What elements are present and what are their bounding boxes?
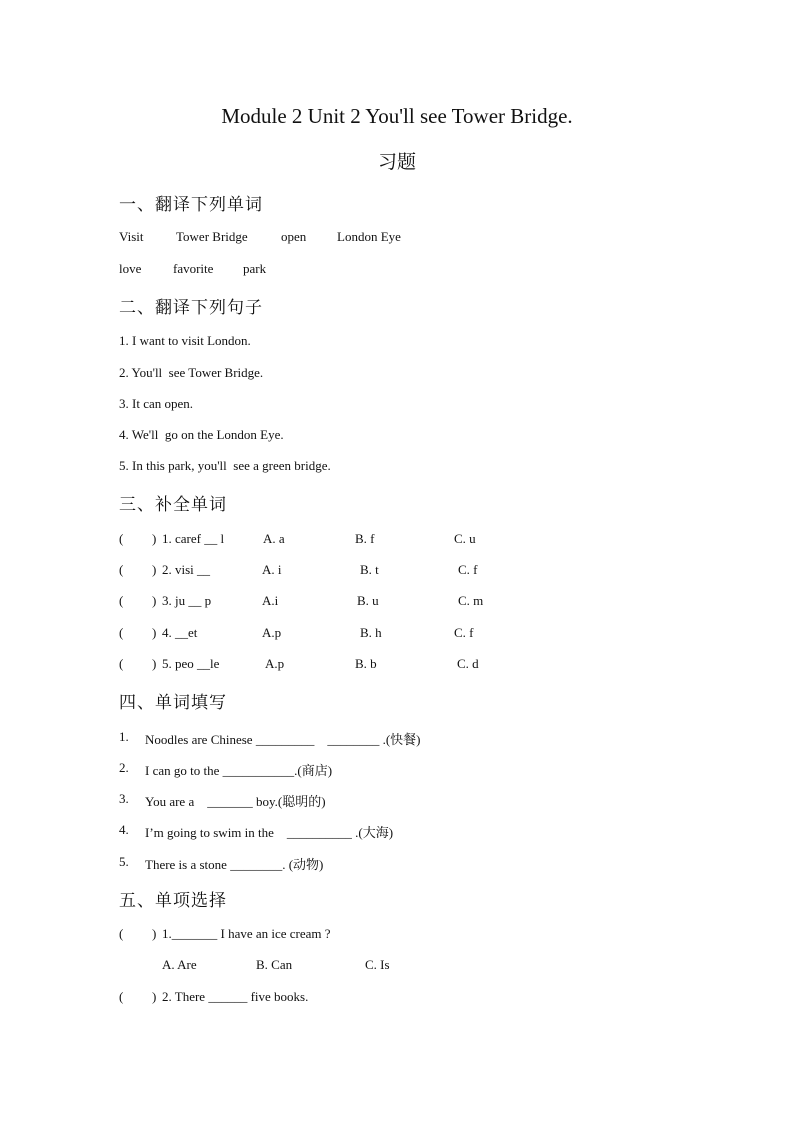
question-text: 3. ju __ p	[162, 593, 212, 608]
option-c: C. m	[458, 593, 484, 608]
answer-paren-open: (	[119, 656, 124, 671]
question-text: 1._______ I have an ice cream ?	[162, 926, 331, 941]
word-item: favorite	[173, 261, 214, 276]
answer-paren-open: (	[119, 593, 124, 608]
worksheet-subtitle: 习题	[377, 151, 416, 173]
item-number: 1.	[119, 729, 129, 744]
sentence-item: 1. I want to visit London.	[119, 333, 251, 348]
section2-heading: 二、翻译下列句子	[119, 298, 263, 318]
fill-blank-sentence: There is a stone ________. (动物)	[145, 857, 324, 872]
fill-blank-sentence: You are a _______ boy.(聪明的)	[145, 794, 326, 809]
sentence-item: 5. In this park, you'll see a green bridge.	[119, 458, 331, 473]
word-item: open	[281, 229, 307, 244]
question-text: 4. __et	[162, 625, 198, 640]
option-a: A. a	[263, 531, 285, 546]
section5-heading: 五、单项选择	[119, 891, 227, 911]
answer-paren-open: (	[119, 926, 124, 941]
option-c: C. f	[458, 562, 478, 577]
section3-heading: 三、补全单词	[119, 495, 227, 515]
option-c: C. Is	[365, 957, 390, 972]
option-a: A. i	[262, 562, 282, 577]
option-b: B. b	[355, 656, 377, 671]
item-number: 2.	[119, 760, 129, 775]
sentence-item: 3. It can open.	[119, 396, 194, 411]
answer-paren-close: )	[152, 625, 157, 640]
option-c: C. u	[454, 531, 476, 546]
fill-blank-sentence: I can go to the ___________.(商店)	[145, 763, 333, 778]
word-item: Tower Bridge	[176, 229, 248, 244]
worksheet-title: Module 2 Unit 2 You'll see Tower Bridge.	[221, 104, 573, 128]
option-a: A.i	[262, 593, 279, 608]
answer-paren-open: (	[119, 531, 124, 546]
word-item: park	[243, 261, 267, 276]
word-item: London Eye	[337, 229, 401, 244]
fill-blank-sentence: Noodles are Chinese _________ ________ .(快餐)	[145, 732, 421, 747]
answer-paren-close: )	[152, 531, 157, 546]
sentence-item: 4. We'll go on the London Eye.	[119, 427, 284, 442]
answer-paren-close: )	[152, 989, 157, 1004]
option-b: B. Can	[256, 957, 293, 972]
option-b: B. t	[360, 562, 379, 577]
word-item: love	[119, 261, 142, 276]
question-text: 2. There ______ five books.	[162, 989, 309, 1004]
option-a: A.p	[265, 656, 285, 671]
item-number: 5.	[119, 854, 129, 869]
answer-paren-close: )	[152, 926, 157, 941]
option-c: C. f	[454, 625, 474, 640]
answer-paren-close: )	[152, 562, 157, 577]
answer-paren-close: )	[152, 593, 157, 608]
option-b: B. h	[360, 625, 382, 640]
item-number: 4.	[119, 822, 129, 837]
sentence-item: 2. You'll see Tower Bridge.	[119, 365, 264, 380]
section1-heading: 一、翻译下列单词	[119, 195, 263, 215]
answer-paren-open: (	[119, 625, 124, 640]
word-item: Visit	[119, 229, 144, 244]
question-text: 5. peo __le	[162, 656, 220, 671]
item-number: 3.	[119, 791, 129, 806]
fill-blank-sentence: I’m going to swim in the __________ .(大海)	[145, 825, 394, 840]
option-b: B. u	[357, 593, 379, 608]
question-text: 2. visi __	[162, 562, 211, 577]
option-c: C. d	[457, 656, 479, 671]
answer-paren-close: )	[152, 656, 157, 671]
answer-paren-open: (	[119, 989, 124, 1004]
question-text: 1. caref __ l	[162, 531, 225, 546]
answer-paren-open: (	[119, 562, 124, 577]
option-a: A.p	[262, 625, 282, 640]
option-a: A. Are	[162, 957, 197, 972]
section4-heading: 四、单词填写	[119, 693, 227, 713]
option-b: B. f	[355, 531, 375, 546]
